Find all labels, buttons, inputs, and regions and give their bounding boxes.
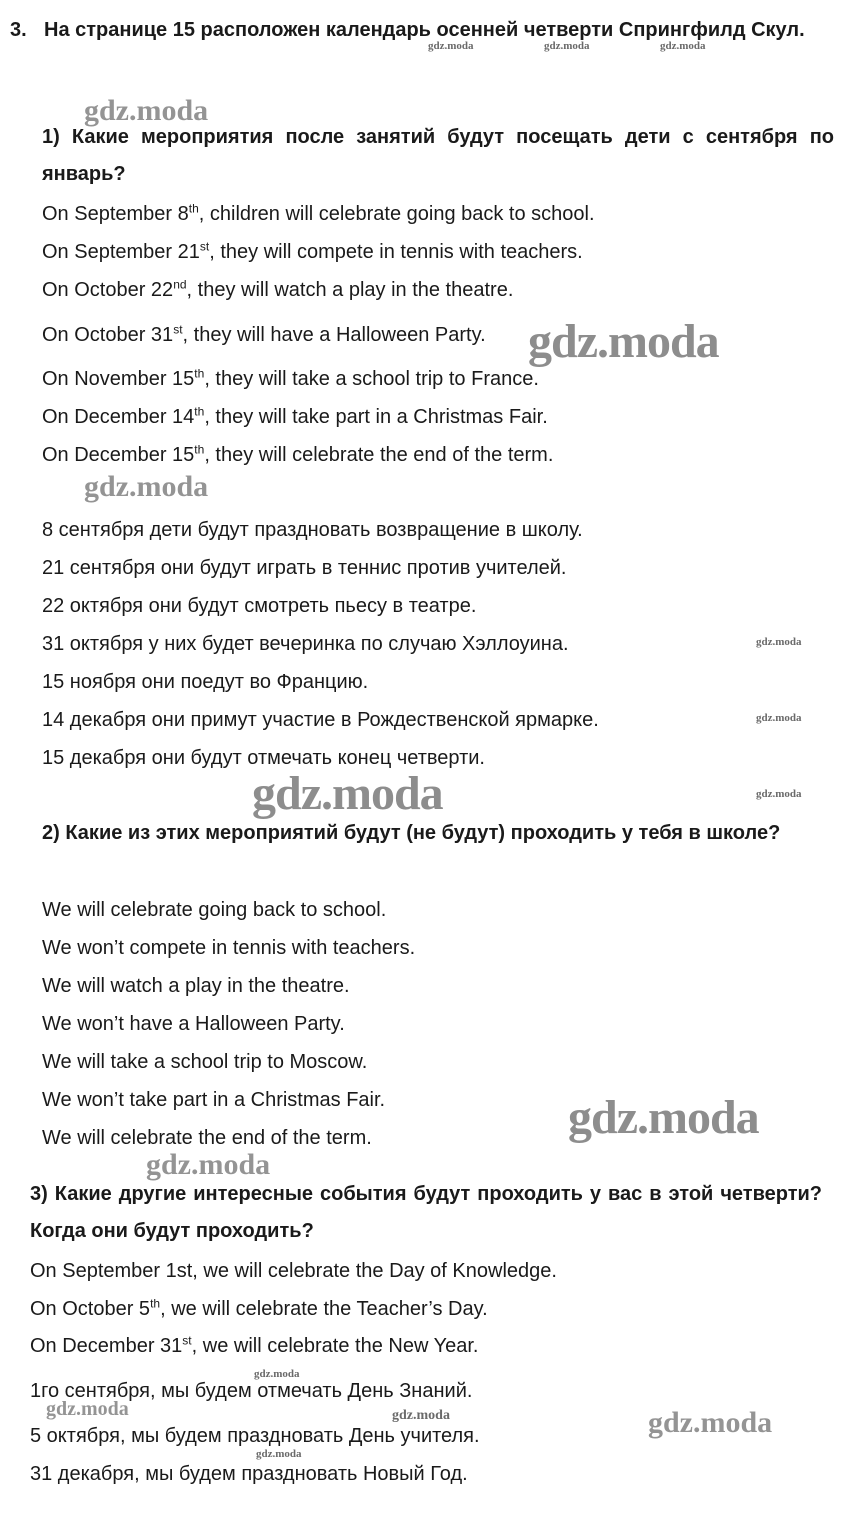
watermark: gdz.moda: [568, 1091, 759, 1144]
watermark: gdz.moda: [84, 470, 209, 503]
answer-line: On October 5th, we will celebrate the Teacher’s Day.: [30, 1296, 488, 1320]
question-2-number: 2): [42, 822, 60, 844]
answer-line: On September 21st, they will compete in tennis with teachers.: [42, 239, 583, 263]
answer-line: On December 14th, they will take part in a Christmas Fair.: [42, 404, 548, 428]
watermark: gdz.moda: [252, 767, 443, 820]
watermark: gdz.moda: [756, 636, 802, 648]
watermark: gdz.moda: [146, 1148, 271, 1181]
task-number: 3.: [10, 19, 27, 41]
translation-line: 15 декабря они будут отмечать конец четверти.: [42, 747, 485, 769]
answer-line: We will take a school trip to Moscow.: [42, 1051, 368, 1073]
question-1-text: Какие мероприятия после занятий будут посещать дети с сентября по январь?: [42, 126, 834, 185]
question-1-number: 1): [42, 126, 60, 148]
watermark: gdz.moda: [84, 94, 209, 127]
question-3-number: 3): [30, 1183, 48, 1205]
watermark: gdz.moda: [544, 40, 590, 52]
question-3: [30, 1176, 822, 1250]
translation-line: 15 ноября они поедут во Францию.: [42, 671, 369, 693]
translation-line: 14 декабря они примут участие в Рождественской ярмарке.: [42, 709, 599, 731]
watermark: gdz.moda: [756, 788, 802, 800]
answer-line: On September 8th, children will celebrate going back to school.: [42, 201, 595, 225]
watermark: gdz.moda: [528, 315, 719, 368]
watermark: gdz.moda: [392, 1408, 450, 1423]
watermark: gdz.moda: [648, 1406, 773, 1439]
watermark: gdz.moda: [660, 40, 706, 52]
translation-line: 1го сентября, мы будем отмечать День Знаний.: [30, 1380, 473, 1402]
translation-line: 5 октября, мы будем праздновать День учителя.: [30, 1425, 480, 1447]
question-1: [42, 119, 834, 193]
watermark: gdz.moda: [256, 1448, 302, 1460]
answer-line: On December 15th, they will celebrate the end of the term.: [42, 442, 554, 466]
translation-line: 31 декабря, мы будем праздновать Новый Год.: [30, 1463, 468, 1485]
watermark: gdz.moda: [428, 40, 474, 52]
answer-line: We won’t compete in tennis with teachers.: [42, 937, 416, 959]
answer-line: We will celebrate going back to school.: [42, 899, 387, 921]
translation-line: 8 сентября дети будут праздновать возвращение в школу.: [42, 519, 583, 541]
answer-line: We will celebrate the end of the term.: [42, 1127, 372, 1149]
answer-line: We won’t take part in a Christmas Fair.: [42, 1089, 386, 1111]
answer-line: On October 31st, they will have a Halloween Party.: [42, 322, 486, 346]
task-heading: [10, 10, 838, 50]
answer-line: On November 15th, they will take a school trip to France.: [42, 366, 539, 390]
answer-line: We will watch a play in the theatre.: [42, 975, 350, 997]
watermark: gdz.moda: [46, 1398, 129, 1420]
question-2-text: Какие из этих мероприятий будут (не будут) проходить у тебя в школе?: [65, 822, 781, 844]
translation-line: 31 октября у них будет вечеринка по случаю Хэллоуина.: [42, 633, 569, 655]
watermark: gdz.moda: [756, 712, 802, 724]
watermark: gdz.moda: [254, 1368, 300, 1380]
task-title-text: На странице 15 расположен календарь осенней четверти Спрингфилд Скул.: [44, 19, 805, 41]
answer-line: We won’t have a Halloween Party.: [42, 1013, 345, 1035]
answer-line: On December 31st, we will celebrate the New Year.: [30, 1333, 479, 1357]
translation-line: 21 сентября они будут играть в теннис против учителей.: [42, 557, 567, 579]
question-3-text: Какие другие интересные события будут проходить у вас в этой четверти? Когда они будут проходить?: [30, 1183, 823, 1242]
translation-line: 22 октября они будут смотреть пьесу в театре.: [42, 595, 477, 617]
answer-line: On October 22nd, they will watch a play in the theatre.: [42, 277, 514, 301]
answer-line: On September 1st, we will celebrate the Day of Knowledge.: [30, 1260, 557, 1282]
